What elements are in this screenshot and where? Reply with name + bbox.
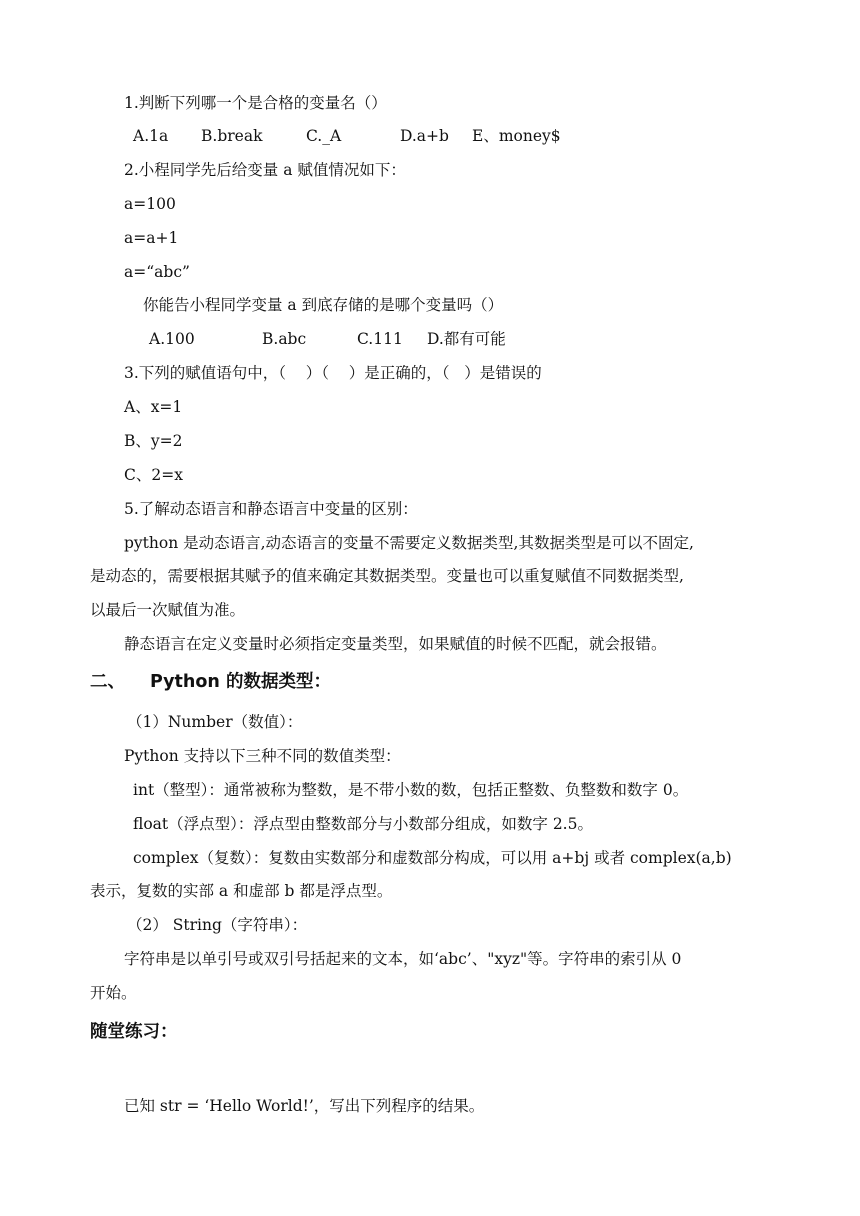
q5-para2: 静态语言在定义变量时必须指定变量类型，如果赋值的时候不匹配，就会报错。 [124,635,667,653]
q1-option-c: C._A [306,127,342,145]
q2-option-d: D.都有可能 [427,330,506,348]
q5-para1-line-1: python 是动态语言,动态语言的变量不需要定义数据类型,其数据类型是可以不固定, [124,534,694,552]
string-description-line-2: 开始。 [90,984,137,1002]
q5-para1-line-3: 以最后一次赋值为准。 [90,601,246,619]
q1-option-b: B.break [201,127,263,145]
int-description: int（整型）：通常被称为整数，是不带小数的数，包括正整数、负整数和数字 0。 [133,781,689,799]
number-intro: Python 支持以下三种不同的数值类型： [124,747,401,765]
q2-code-line-3: a=“abc” [124,263,190,281]
string-heading: （2） String（字符串）： [127,916,308,934]
q2-code-line-2: a=a+1 [124,229,179,247]
q2-stem: 2.小程同学先后给变量 a 赋值情况如下： [124,161,406,179]
q2-question: 你能告小程同学变量 a 到底存储的是哪个变量吗（） [143,296,504,314]
q2-option-c: C.111 [357,330,403,348]
q3-option-b: B、y=2 [124,432,183,450]
q1-option-e: E、money$ [472,127,561,145]
q3-option-c: C、2=x [124,466,183,484]
q2-option-b: B.abc [262,330,307,348]
q1-stem: 1.判断下列哪一个是合格的变量名（） [124,94,387,112]
q5-para1-line-2: 是动态的，需要根据其赋予的值来确定其数据类型。变量也可以重复赋值不同数据类型, [90,567,684,585]
q1-option-a: A.1a [133,127,169,145]
practice-title: 随堂练习： [90,1022,178,1042]
q5-stem: 5.了解动态语言和静态语言中变量的区别： [124,500,418,518]
complex-description-line-2: 表示，复数的实部 a 和虚部 b 都是浮点型。 [90,882,393,900]
section2-number: 二、 [90,672,125,692]
q2-option-a: A.100 [149,330,195,348]
float-description: float（浮点型）：浮点型由整数部分与小数部分组成，如数字 2.5。 [133,815,593,833]
q2-code-line-1: a=100 [124,195,176,213]
number-heading: （1）Number（数值）： [127,713,303,731]
practice-prompt: 已知 str = ‘Hello World!’，写出下列程序的结果。 [124,1097,485,1115]
q3-option-a: A、x=1 [124,398,183,416]
q1-option-d: D.a+b [400,127,449,145]
q3-stem: 3.下列的赋值语句中，（ ）（ ）是正确的，（ ）是错误的 [124,364,542,382]
string-description-line-1: 字符串是以单引号或双引号括起来的文本，如‘abc’、"xyz"等。字符串的索引从 0 [124,950,682,968]
section2-title: Python 的数据类型： [150,672,331,692]
complex-description-line-1: complex（复数）：复数由实数部分和虚数部分构成，可以用 a+bj 或者 complex(a,b) [133,849,732,867]
